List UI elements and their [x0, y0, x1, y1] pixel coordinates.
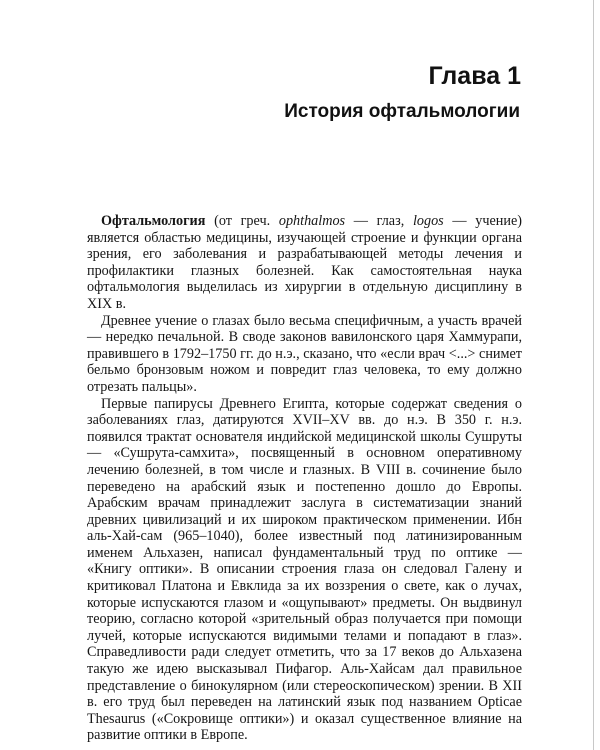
paragraph-1-part-1: (от греч.	[205, 213, 279, 229]
greek-word-2: logos	[412, 213, 444, 229]
defined-term: Офтальмология	[101, 213, 206, 229]
paragraph-1-part-2: — глаз,	[345, 213, 413, 229]
paragraph-1-part-3: — учение) является областью медицины, изучающей строение и функции органа зрения, его заболевания и разрабатывающей методы лечения и профилактики глазных болезней. Как самостоятельная наука офтальмология выделилась из хирургии в отдельную дисциплину в XIX в.	[87, 213, 522, 312]
paragraph-3: Первые папирусы Древнего Египта, которые содержат сведения о заболеваниях глаз, датируются XVII–XV вв. до н.э. В 350 г. н.э. появился трактат основателя индийской медицинской школы Сушруты — «Сушрута-самхита», посвященный в основном оперативному лечению болезней, в том числе и глазных. В VIII в. сочинение было переведено на арабский язык и постепенно дошло до Европы. Арабским врачам принадлежит заслуга в систематизации знаний древних цивилизаций и их широком практическом применении. Ибн аль-Хай-сам (965–1040), более известный под латинизированным именем Альхазен, написал фундаментальный труд по оптике — «Книгу оптики». В описании строения глаза он следовал Галену и критиковал Платона и Евклида за их воззрения о свете, как о лучах, которые испускаются глазом и «ощупывают» предметы. Он выдвинул теорию, согласно которой «зрительный образ получается при помощи лучей, которые испускаются видимыми телами и попадают в глаз». Справедливости ради следует отметить, что за 17 веков до Альхазена такую же идею высказывал Пифагор. Аль-Хайсам дал правильное представление о бинокулярном (или стереоскопическом) зрении. В XII в. его труд был переведен на латинский язык под названием Opticae Thesaurus («Сокровище оптики») и оказал существенное влияние на развитие оптики в Европе.	[87, 395, 522, 744]
chapter-body	[87, 213, 522, 744]
paragraph-1	[87, 213, 522, 313]
chapter-title: История офтальмологии	[284, 101, 520, 122]
paragraph-2: Древнее учение о глазах было весьма специфичным, а участь врачей — нередко печальной. В своде законов вавилонского царя Хаммурапи, правившего в 1792–1750 гг. до н.э., сказано, что «если врач <...> снимет бельмо бронзовым ножом и повредит глаз человека, то ему должно отрезать пальцы».	[87, 312, 522, 395]
greek-word-1: ophthalmos	[278, 213, 346, 229]
page-edge-line	[593, 0, 594, 750]
chapter-number: Глава 1	[428, 62, 521, 90]
